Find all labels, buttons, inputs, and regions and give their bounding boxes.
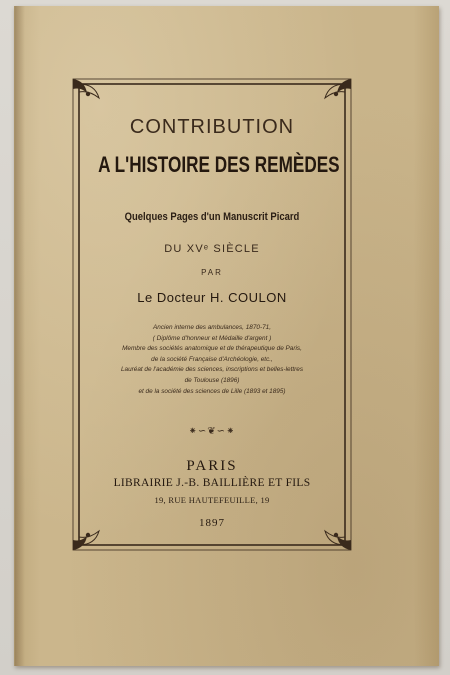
publisher-address: 19, RUE HAUTEFEUILLE, 19 (154, 495, 270, 505)
century-line: DU XVᵉ SIÈCLE (164, 243, 260, 255)
title-line-1: CONTRIBUTION (129, 116, 295, 138)
corner-ornament-bottom-left-icon (73, 531, 99, 550)
author-credentials (66, 323, 358, 397)
credential-line: de la société Française d'Archéologie, etc., (151, 355, 273, 363)
credential-line: de Toulouse (1896) (184, 376, 240, 384)
credential-line: et de la société des sciences de Lille (1893 et 1895) (138, 387, 286, 395)
corner-ornament-top-right-icon (325, 79, 351, 98)
fleuron-ornament-icon: ⁕∽❦∽⁕ (188, 426, 236, 437)
title-line-2: A L'HISTOIRE DES REMÈDES (98, 152, 340, 177)
credential-line: Membre des sociétés anatomique et de thérapeutique de Paris, (122, 345, 302, 353)
subtitle: Quelques Pages d'un Manuscrit Picard (124, 211, 300, 223)
par-line: PAR (201, 268, 223, 277)
publication-year: 1897 (199, 517, 225, 529)
publisher-name: LIBRAIRIE J.-B. BAILLIÈRE ET FILS (113, 477, 311, 489)
credential-line: ( Diplôme d'honneur et Médaille d'argent ) (152, 334, 272, 342)
credential-line: Lauréat de l'académie des sciences, inscriptions et belles-lettres (120, 366, 304, 374)
corner-ornament-bottom-right-icon (325, 531, 351, 550)
publication-city: PARIS (186, 458, 238, 474)
author-name: Le Docteur H. COULON (137, 290, 287, 305)
credential-line: Ancien interne des ambulances, 1870-71, (153, 324, 271, 331)
corner-ornament-top-left-icon (73, 79, 99, 98)
